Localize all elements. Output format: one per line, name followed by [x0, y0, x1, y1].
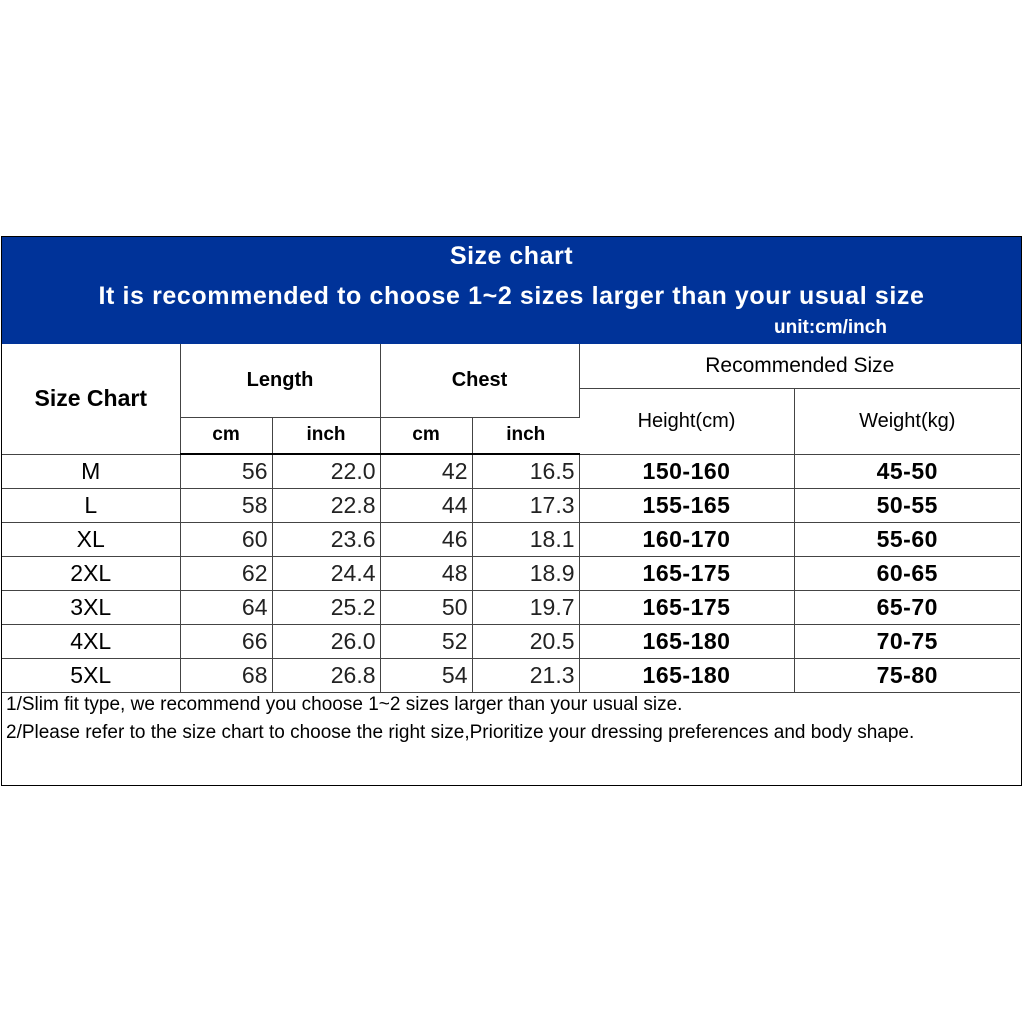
table-row	[2, 556, 1020, 590]
length-cm-header: cm	[180, 417, 272, 454]
chart-title: Size chart	[449, 242, 574, 270]
notes	[6, 691, 1014, 747]
chest-cm-header: cm	[380, 417, 472, 454]
size-chart	[1, 236, 1022, 786]
length-cm-cell: 68	[180, 658, 272, 692]
length-cm-cell: 62	[180, 556, 272, 590]
length-inch-cell: 23.6	[272, 522, 380, 556]
height-range-cell: 155-165	[579, 488, 794, 522]
size-cell: 4XL	[2, 624, 180, 658]
length-inch-cell: 22.0	[272, 454, 380, 488]
length-cm-cell: 66	[180, 624, 272, 658]
chest-inch-header: inch	[472, 417, 579, 454]
size-cell: M	[2, 454, 180, 488]
chest-inch-cell: 21.3	[472, 658, 579, 692]
size-cell: L	[2, 488, 180, 522]
chest-inch-cell: 16.5	[472, 454, 579, 488]
length-cm-cell: 58	[180, 488, 272, 522]
weight-header: Weight(kg)	[794, 388, 1020, 454]
height-range-cell: 165-175	[579, 590, 794, 624]
chest-inch-cell: 19.7	[472, 590, 579, 624]
weight-range-cell: 60-65	[794, 556, 1020, 590]
length-inch-cell: 26.8	[272, 658, 380, 692]
table-row	[2, 454, 1020, 488]
chest-cm-cell: 46	[380, 522, 472, 556]
header-banner	[2, 237, 1021, 344]
length-inch-cell: 24.4	[272, 556, 380, 590]
size-cell: XL	[2, 522, 180, 556]
chest-header: Chest	[380, 344, 579, 417]
unit-label: unit:cm/inch	[774, 317, 887, 338]
chest-cm-cell: 44	[380, 488, 472, 522]
table-row	[2, 522, 1020, 556]
chest-inch-cell: 20.5	[472, 624, 579, 658]
chest-cm-cell: 50	[380, 590, 472, 624]
table-row	[2, 488, 1020, 522]
size-cell: 2XL	[2, 556, 180, 590]
height-range-cell: 160-170	[579, 522, 794, 556]
size-table	[2, 344, 1020, 693]
weight-range-cell: 65-70	[794, 590, 1020, 624]
table-row	[2, 590, 1020, 624]
length-inch-cell: 25.2	[272, 590, 380, 624]
height-header: Height(cm)	[579, 388, 794, 454]
length-inch-header: inch	[272, 417, 380, 454]
size-chart-corner-label: Size Chart	[2, 344, 180, 454]
chest-inch-cell: 18.1	[472, 522, 579, 556]
weight-range-cell: 75-80	[794, 658, 1020, 692]
chest-cm-cell: 48	[380, 556, 472, 590]
chest-cm-cell: 54	[380, 658, 472, 692]
chest-inch-cell: 18.9	[472, 556, 579, 590]
length-header: Length	[180, 344, 380, 417]
weight-range-cell: 45-50	[794, 454, 1020, 488]
weight-range-cell: 55-60	[794, 522, 1020, 556]
length-cm-cell: 56	[180, 454, 272, 488]
length-inch-cell: 22.8	[272, 488, 380, 522]
length-inch-cell: 26.0	[272, 624, 380, 658]
weight-range-cell: 70-75	[794, 624, 1020, 658]
height-range-cell: 165-175	[579, 556, 794, 590]
length-cm-cell: 60	[180, 522, 272, 556]
height-range-cell: 150-160	[579, 454, 794, 488]
chest-inch-cell: 17.3	[472, 488, 579, 522]
length-cm-cell: 64	[180, 590, 272, 624]
note-1: 1/Slim fit type, we recommend you choose 1~2 sizes larger than your usual size.	[6, 694, 683, 715]
chart-subtitle: It is recommended to choose 1~2 sizes larger than your usual size	[98, 282, 925, 310]
chest-cm-cell: 52	[380, 624, 472, 658]
chest-cm-cell: 42	[380, 454, 472, 488]
table-row	[2, 658, 1020, 692]
table-row	[2, 624, 1020, 658]
note-2: 2/Please refer to the size chart to choose the right size,Prioritize your dressing preferences and body shape.	[6, 722, 915, 743]
size-cell: 5XL	[2, 658, 180, 692]
size-cell: 3XL	[2, 590, 180, 624]
height-range-cell: 165-180	[579, 624, 794, 658]
weight-range-cell: 50-55	[794, 488, 1020, 522]
recommended-size-header: Recommended Size	[579, 344, 1020, 388]
height-range-cell: 165-180	[579, 658, 794, 692]
